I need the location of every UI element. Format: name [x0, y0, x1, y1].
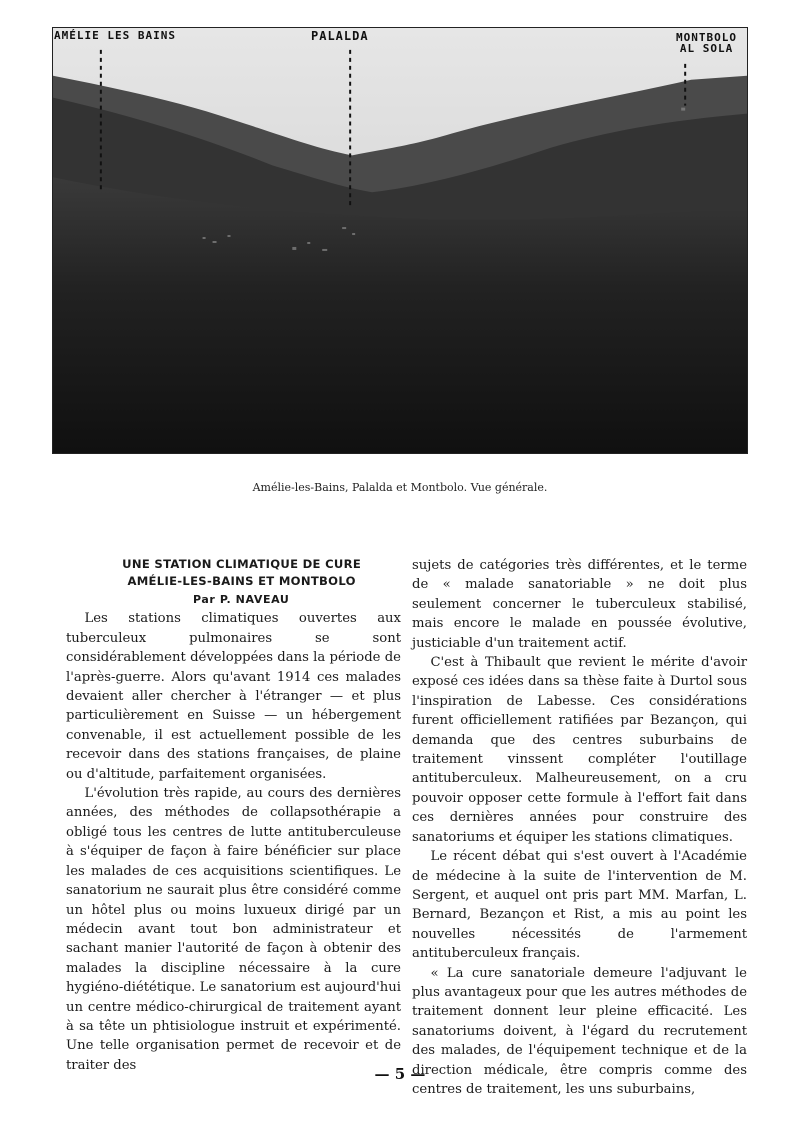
photo-label-montbolo-line2: AL SOLA — [679, 42, 734, 55]
article-title-line2: AMÉLIE-LES-BAINS ET MONTBOLO — [127, 574, 356, 588]
paragraph: « La cure sanatoriale demeure l'adjuvant le plus avantageux pour que les autres méthodes de traitement donnent leur pleine efficacité. Les sanatoriums doivent, à l'égard du recrutement des malades, de l'équipement technique et de la direction médicale, être compris comme des centres de traitement, les uns suburbains, — [412, 965, 747, 1097]
paragraph: Le récent débat qui s'est ouvert à l'Académie de médecine à la suite de l'intervention de M. Sergent, et auquel ont pris part MM. Marfan, L. Bernard, Bezançon et Rist, a mis au point les nouvelles nécessités de l'armement antituberculeux français. — [412, 849, 747, 962]
paragraph: sujets de catégories très différentes, et le terme de « malade sanatoriable » ne doit plus seulement concerner le tuberculeux stabilisé, mais encore le malade en poussée évolutive, justiciable d'un traitement actif. — [412, 558, 747, 651]
paragraph: L'évolution très rapide, au cours des dernières années, des méthodes de collapsothérapie a obligé tous les centres de lutte antituberculeuse à s'équiper de façon à faire bénéficier sur place les malades de ces acquisitions scientifiques. Le sanatorium ne saurait plus être considéré comme un hôtel plus ou moins luxueux dirigé par un médecin avant tout bon administrateur et sachant manier l'autorité de façon à obtenir des malades la discipline nécessaire à la cure hygiéno-diététique. Le sanatorium est aujourd'hui un centre médico-chirurgical de traitement ayant à sa tête un phtisiologue instruit et expérimenté. Une telle organisation permet de recevoir et de traiter des — [66, 786, 401, 1073]
article-column-right — [412, 556, 747, 1099]
paragraph: C'est à Thibault que revient le mérite d'avoir exposé ces idées dans sa thèse faite à Durtol sous l'inspiration de Labesse. Ces considérations furent officiellement ratifiées par Bezançon, qui demanda que des centres suburbains de traitement vinssent compléter l'outillage antituberculeux. Malheureusement, on a cru pouvoir opposer cette formule à l'effort fait dans ces dernières années pour construire des sanatoriums et équiper les stations climatiques. — [412, 655, 747, 845]
page-number: — 5 — — [374, 1065, 426, 1083]
paragraph: Les stations climatiques ouvertes aux tuberculeux pulmonaires se sont considérablement développées dans la période de l'après-guerre. Alors qu'avant 1914 ces malades devaient aller chercher à l'étranger — et plus particulièrement en Suisse — un hébergement convenable, il est actuellement possible de les recevoir dans des stations françaises, de plaine ou d'altitude, parfaitement organisées. — [66, 611, 401, 782]
photo-label-montbolo — [676, 32, 737, 54]
photo-label-montbolo-line1: MONTBOLO — [676, 31, 737, 44]
landscape-photo-graphic — [53, 28, 747, 453]
photo-label-amelie: AMÉLIE LES BAINS — [54, 29, 176, 42]
landscape-photo — [52, 27, 748, 454]
photo-label-palalda: PALALDA — [311, 29, 369, 43]
photo-caption: Amélie-les-Bains, Palalda et Montbolo. Vue générale. — [252, 481, 548, 494]
article-author: Par P. NAVEAU — [192, 593, 290, 606]
article-column-left — [66, 556, 401, 1075]
article-title-line1: UNE STATION CLIMATIQUE DE CURE — [122, 557, 362, 571]
